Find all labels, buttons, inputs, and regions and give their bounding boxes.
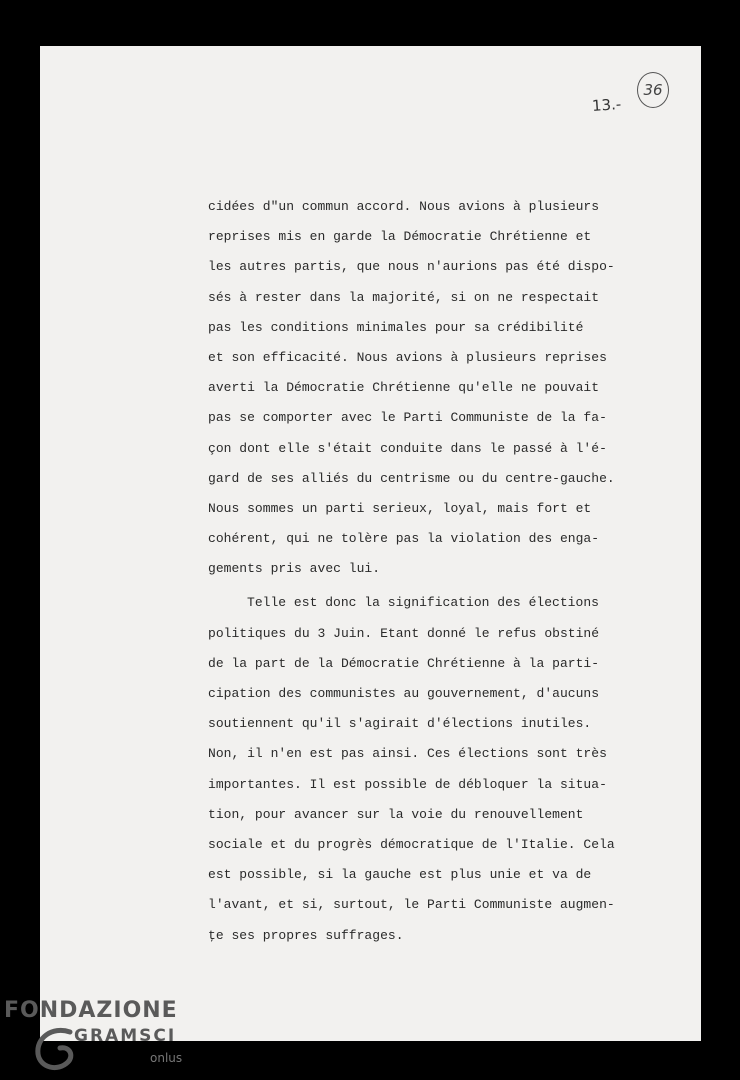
text-line: sés à rester dans la majorité, si on ne respectait (208, 289, 600, 305)
text-line: pas se comporter avec le Parti Communiste de la fa- (208, 410, 607, 426)
text-line: de la part de la Démocratie Chrétienne à la parti- (208, 655, 600, 671)
logo-line-2: GRAMSCI (74, 1026, 177, 1046)
paragraph (208, 588, 628, 950)
text-line: gard de ses alliés du centrisme ou du centre-gauche. (208, 470, 615, 486)
text-line: çon dont elle s'était conduite dans le passé à l'é- (208, 440, 607, 456)
text-line: Nous sommes un parti serieux, loyal, mais fort et (208, 500, 592, 516)
text-line: reprises mis en garde la Démocratie Chrétienne et (208, 229, 592, 245)
text-line: cipation des communistes au gouvernement, d'aucuns (208, 686, 600, 701)
text-line: pas les conditions minimales pour sa crédibilité (208, 319, 584, 335)
text-line: importantes. Il est possible de débloquer la situa- (208, 776, 607, 792)
text-line: Non, il n'en est pas ainsi. Ces élections sont très (208, 746, 607, 762)
logo-subtitle: onlus (150, 1051, 183, 1065)
text-line: ţe ses propres suffrages. (208, 927, 404, 943)
text-line: politiques du 3 Juin. Etant donné le refus obstiné (208, 625, 600, 641)
text-line: soutiennent qu'il s'agirait d'élections inutiles. (208, 716, 592, 732)
text-line: sociale et du progrès démocratique de l'Italie. Cela (208, 836, 615, 852)
text-line: tion, pour avancer sur la voie du renouvellement (208, 806, 584, 822)
text-line: Telle est donc la signification des élections (247, 595, 599, 611)
fondazione-gramsci-logo (4, 998, 184, 1076)
paragraph (208, 192, 628, 584)
body-text (208, 192, 628, 955)
text-line: et son efficacité. Nous avions à plusieurs reprises (208, 349, 607, 365)
text-line: les autres partis, que nous n'aurions pas été dispo- (208, 259, 615, 275)
page-number: 13.- (591, 95, 622, 115)
logo-line-1: FONDAZIONE (4, 998, 178, 1023)
text-line: l'avant, et si, surtout, le Parti Communiste augmen- (208, 897, 615, 913)
text-line: est possible, si la gauche est plus unie et va de (208, 867, 592, 883)
document-page (40, 46, 701, 1041)
text-line: gements pris avec lui. (208, 561, 381, 577)
text-line: averti la Démocratie Chrétienne qu'elle ne pouvait (208, 380, 600, 396)
text-line: cohérent, qui ne tolère pas la violation des enga- (208, 531, 600, 547)
text-line: cidées d"un commun accord. Nous avions à plusieurs (208, 199, 600, 214)
archive-number-stamp: 36 (637, 72, 669, 108)
